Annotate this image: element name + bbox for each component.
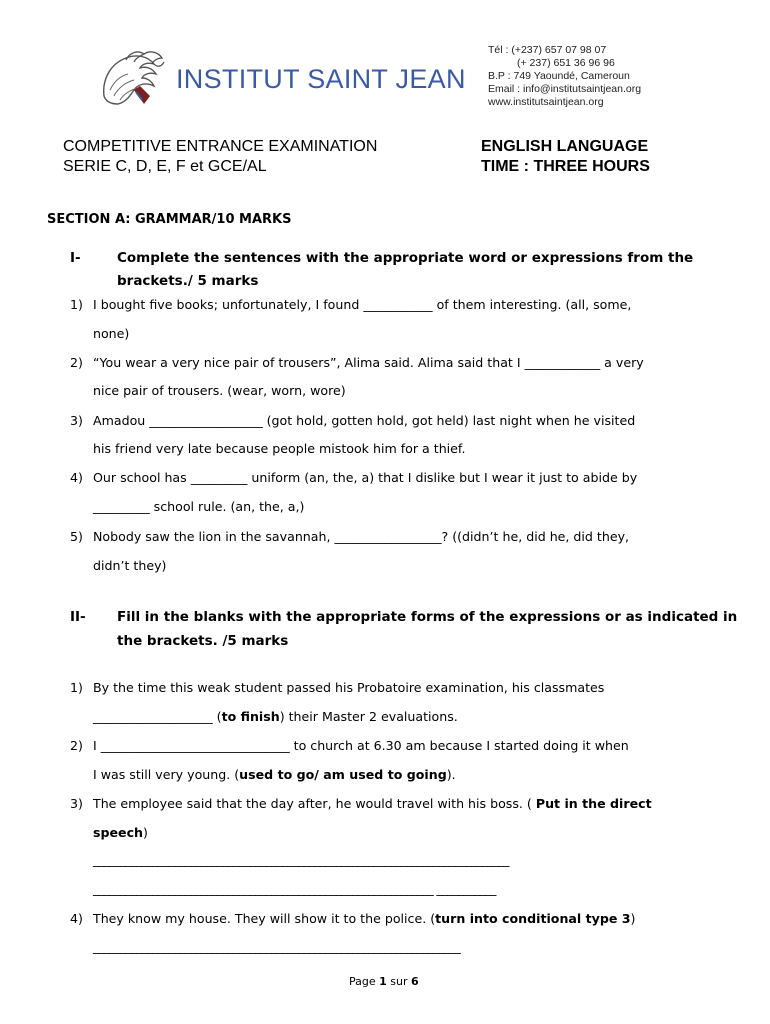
logo: [96, 46, 466, 116]
part-2-instruction-cont: the brackets. /5 marks: [117, 633, 289, 649]
exam-subject: ENGLISH LANGUAGE: [481, 138, 649, 155]
question-text: “You wear a very nice pair of trousers”, Alima said. Alima said that I ____________ a very: [93, 355, 644, 370]
part-1-numeral: I-: [70, 250, 81, 266]
question-text: his friend very late because people mistook him for a thief.: [93, 441, 466, 456]
exam-time: TIME : THREE HOURS: [481, 158, 650, 175]
part-1-instruction: Complete the sentences with the appropriate word or expressions from the: [117, 250, 694, 266]
question-number: 5): [70, 529, 83, 544]
part-2-numeral: II-: [70, 609, 86, 625]
contact-phone-1: Tél : (+237) 657 07 98 07: [488, 44, 607, 56]
contact-address: B.P : 749 Yaoundé, Cameroun: [488, 70, 630, 82]
question-number: 3): [70, 796, 83, 811]
section-a-title: SECTION A: GRAMMAR/10 MARKS: [47, 212, 292, 227]
page-number: Page 1 sur 6: [349, 975, 419, 988]
question-text: ___________________ (to finish) their Master 2 evaluations.: [93, 709, 458, 724]
question-text: Nobody saw the lion in the savannah, _________________? ((didn’t he, did he, did they,: [93, 529, 630, 544]
question-number: 2): [70, 738, 83, 753]
question-text: They know my house. They will show it to the police. (turn into conditional type 3): [93, 911, 636, 926]
answer-blank-line: _____________________________________________________________________________: [93, 853, 509, 867]
contact-website: www.institutsaintjean.org: [488, 96, 604, 108]
answer-blank-line: _______________________________________________________________ ___________: [93, 882, 496, 896]
question-text: Amadou __________________ (got hold, gotten hold, got held) last night when he visited: [93, 413, 636, 428]
question-text: I bought five books; unfortunately, I found ___________ of them interesting. (all, some,: [93, 297, 632, 312]
question-text: I ______________________________ to church at 6.30 am because I started doing it when: [93, 738, 629, 753]
exam-title: COMPETITIVE ENTRANCE EXAMINATION: [63, 138, 378, 155]
part-1-instruction-cont: brackets./ 5 marks: [117, 273, 259, 289]
question-number: 4): [70, 911, 83, 926]
question-text: speech): [93, 825, 148, 840]
question-number: 2): [70, 355, 83, 370]
contact-phone-2: (+ 237) 651 36 96 96: [517, 57, 615, 69]
question-text: none): [93, 326, 130, 341]
logo-text: INSTITUT SAINT JEAN: [176, 64, 466, 94]
question-text: I was still very young. (used to go/ am used to going).: [93, 767, 456, 782]
question-number: 4): [70, 470, 83, 485]
question-text: didn’t they): [93, 558, 167, 573]
question-number: 3): [70, 413, 83, 428]
question-text: nice pair of trousers. (wear, worn, wore): [93, 383, 346, 398]
part-2-instruction: Fill in the blanks with the appropriate forms of the expressions or as indicated in: [117, 609, 738, 625]
question-text: The employee said that the day after, he would travel with his boss. ( Put in the direct: [93, 796, 652, 811]
question-text: By the time this weak student passed his Probatoire examination, his classmates: [93, 680, 605, 695]
exam-series: SERIE C, D, E, F et GCE/AL: [63, 158, 267, 175]
contact-email: Email : info@institutsaintjean.org: [488, 83, 642, 95]
eagle-logo-icon: [96, 46, 176, 112]
question-number: 1): [70, 680, 83, 695]
question-text: Our school has _________ uniform (an, the, a) that I dislike but I wear it just to abide by: [93, 470, 638, 485]
answer-blank-line: ____________________________________________________________________: [93, 940, 461, 954]
question-number: 1): [70, 297, 83, 312]
question-text: _________ school rule. (an, the, a,): [93, 499, 305, 514]
